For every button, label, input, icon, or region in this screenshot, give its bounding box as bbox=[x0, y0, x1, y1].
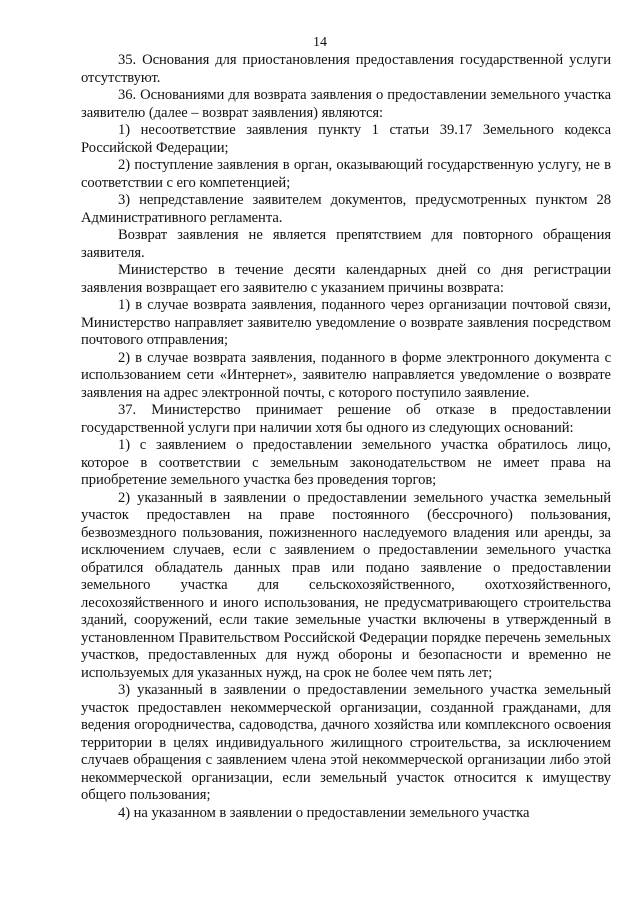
document-body bbox=[81, 52, 611, 822]
paragraph-36-item-1: 1) несоответствие заявления пункту 1 статьи 39.17 Земельного кодекса Российской Федерации; bbox=[81, 122, 611, 156]
paragraph-37-item-2: 2) указанный в заявлении о предоставлении земельного участка земельный участок предоставлен на праве постоянного (бессрочного) пользования, безвозмездного пользования, пожизненного наследуемого владения или аренды, за исключением случаев, если с заявлением о предоставлении земельного участка обратился обладатель данных прав или подано заявление о предоставлении земельного участка для сельскохозяйственного, охотхозяйственного, лесохозяйственного и иного использования, не предусматривающего строительства зданий, сооружений, если такие земельные участки включены в утвержденный в установленном Правительством Российской Федерации порядке перечень земельных участков, предоставленных для нужд обороны и безопасности и временно не используемых для указанных нужд, на срок не более чем пять лет; bbox=[81, 489, 611, 681]
paragraph-ministry-return: Министерство в течение десяти календарных дней со дня регистрации заявления возвращает его заявителю с указанием причины возврата: bbox=[81, 262, 611, 296]
paragraph-return-item-1: 1) в случае возврата заявления, поданного через организации почтовой связи, Министерство направляет заявителю уведомление о возврате заявления посредством почтового отправления; bbox=[81, 297, 611, 348]
page-number: 14 bbox=[313, 35, 327, 50]
paragraph-return-note: Возврат заявления не является препятствием для повторного обращения заявителя. bbox=[81, 227, 611, 261]
paragraph-35: 35. Основания для приостановления предоставления государственной услуги отсутствуют. bbox=[81, 52, 611, 86]
paragraph-36-item-2: 2) поступление заявления в орган, оказывающий государственную услугу, не в соответствии с его компетенцией; bbox=[81, 157, 611, 191]
paragraph-37: 37. Министерство принимает решение об отказе в предоставлении государственной услуги при наличии хотя бы одного из следующих оснований: bbox=[81, 402, 611, 436]
paragraph-37-item-3: 3) указанный в заявлении о предоставлении земельного участка земельный участок предоставлен некоммерческой организации, созданной гражданами, для ведения огородничества, садоводства, дачного хозяйства или комплексного освоения территории в целях индивидуального жилищного строительства, за исключением случаев обращения с заявлением члена этой некоммерческой организации либо этой некоммерческой организации, если земельный участок относится к имуществу общего пользования; bbox=[81, 682, 611, 803]
paragraph-37-item-4: 4) на указанном в заявлении о предоставлении земельного участка bbox=[118, 804, 530, 821]
paragraph-36-item-3: 3) непредставление заявителем документов, предусмотренных пунктом 28 Административного регламента. bbox=[81, 192, 611, 226]
paragraph-return-item-2: 2) в случае возврата заявления, поданного в форме электронного документа с использованием сети «Интернет», заявителю направляется уведомление о возврате заявления на адрес электронной почты, с которого поступило заявление. bbox=[81, 349, 611, 401]
paragraph-36: 36. Основаниями для возврата заявления о предоставлении земельного участка заявителю (далее – возврат заявления) являются: bbox=[81, 87, 611, 121]
paragraph-37-item-1: 1) с заявлением о предоставлении земельного участка обратилось лицо, которое в соответствии с земельным законодательством не имеет права на приобретение земельного участка без проведения торгов; bbox=[81, 437, 611, 488]
